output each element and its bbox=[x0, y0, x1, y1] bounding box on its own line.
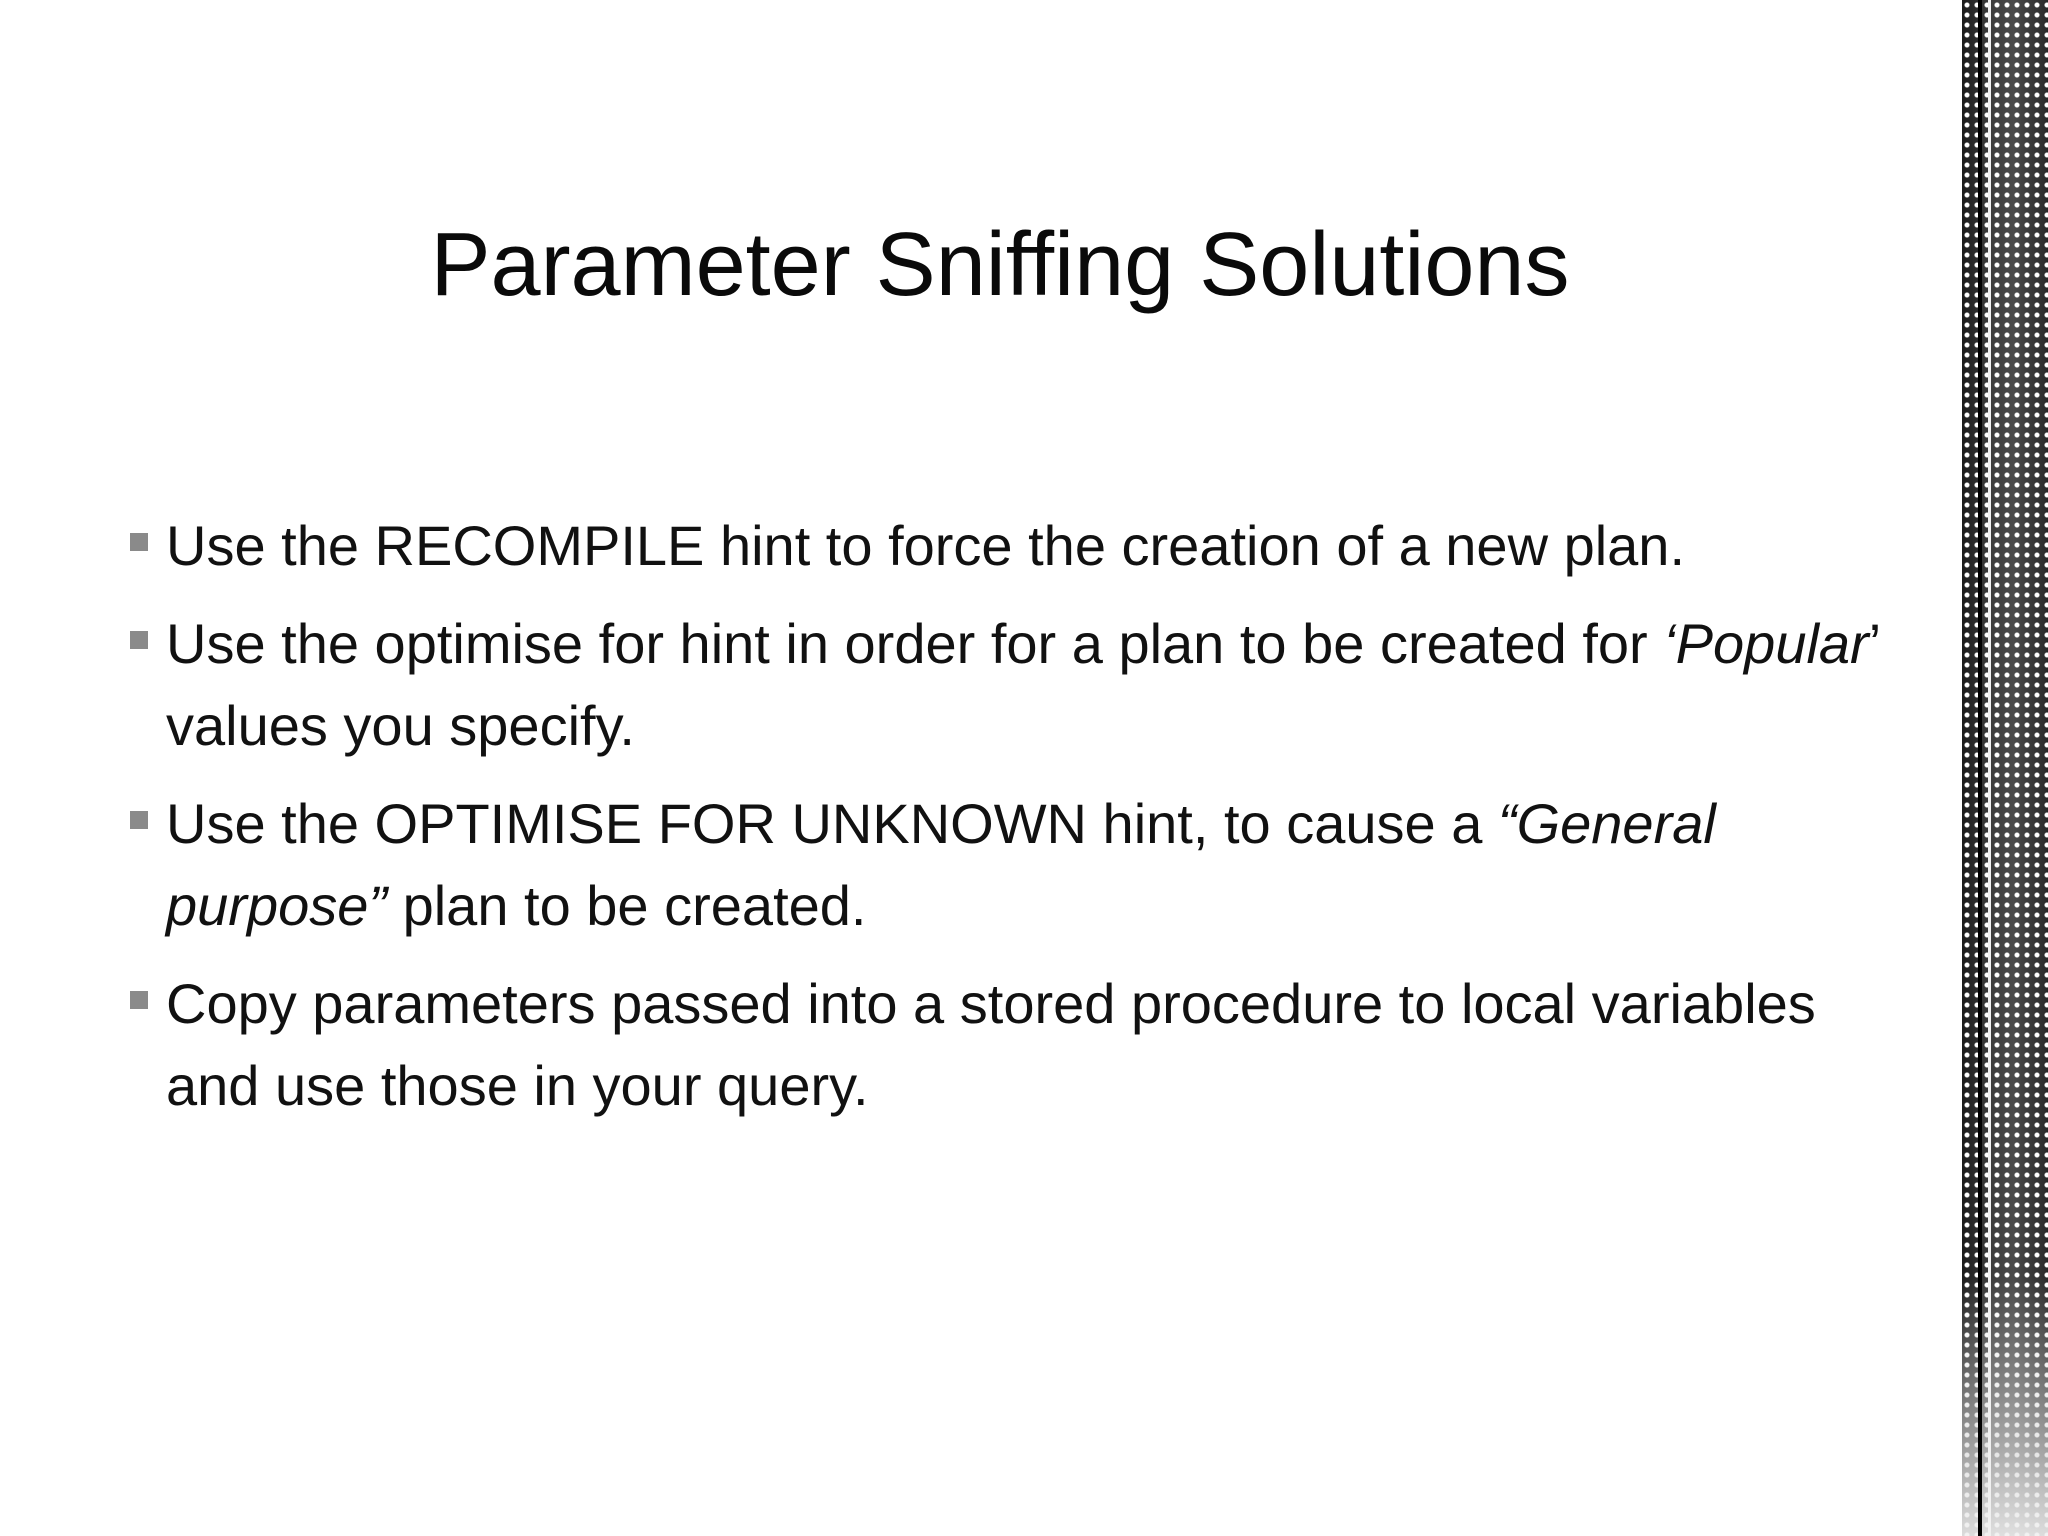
bullet-list bbox=[128, 505, 1888, 1143]
square-bullet-icon bbox=[130, 811, 148, 829]
bullet-item bbox=[128, 783, 1888, 947]
bullet-item bbox=[128, 603, 1888, 767]
bullet-text: ’ values you specify. bbox=[166, 612, 1880, 757]
bullet-item bbox=[128, 505, 1888, 587]
bullet-text: Use the RECOMPILE hint to force the creation of a new plan. bbox=[166, 514, 1685, 577]
square-bullet-icon bbox=[130, 991, 148, 1009]
square-bullet-icon bbox=[130, 631, 148, 649]
decorative-border-strip bbox=[1962, 0, 2048, 1536]
slide-title: Parameter Sniffing Solutions bbox=[430, 215, 1570, 315]
decorative-border-line bbox=[1978, 0, 1982, 1536]
bullet-text-italic: ‘Popular bbox=[1663, 612, 1869, 675]
bullet-text: Use the optimise for hint in order for a plan to be created for bbox=[166, 612, 1664, 675]
bullet-text: Copy parameters passed into a stored procedure to local variables and use those in your query. bbox=[166, 972, 1816, 1117]
bullet-text: Use the OPTIMISE FOR UNKNOWN hint, to cause a bbox=[166, 792, 1498, 855]
bullet-text: plan to be created. bbox=[387, 874, 867, 937]
decorative-border-line bbox=[1988, 0, 1991, 1536]
square-bullet-icon bbox=[130, 533, 148, 551]
bullet-item bbox=[128, 963, 1888, 1127]
bullet-text-italic: “General purpose” bbox=[166, 792, 1716, 937]
